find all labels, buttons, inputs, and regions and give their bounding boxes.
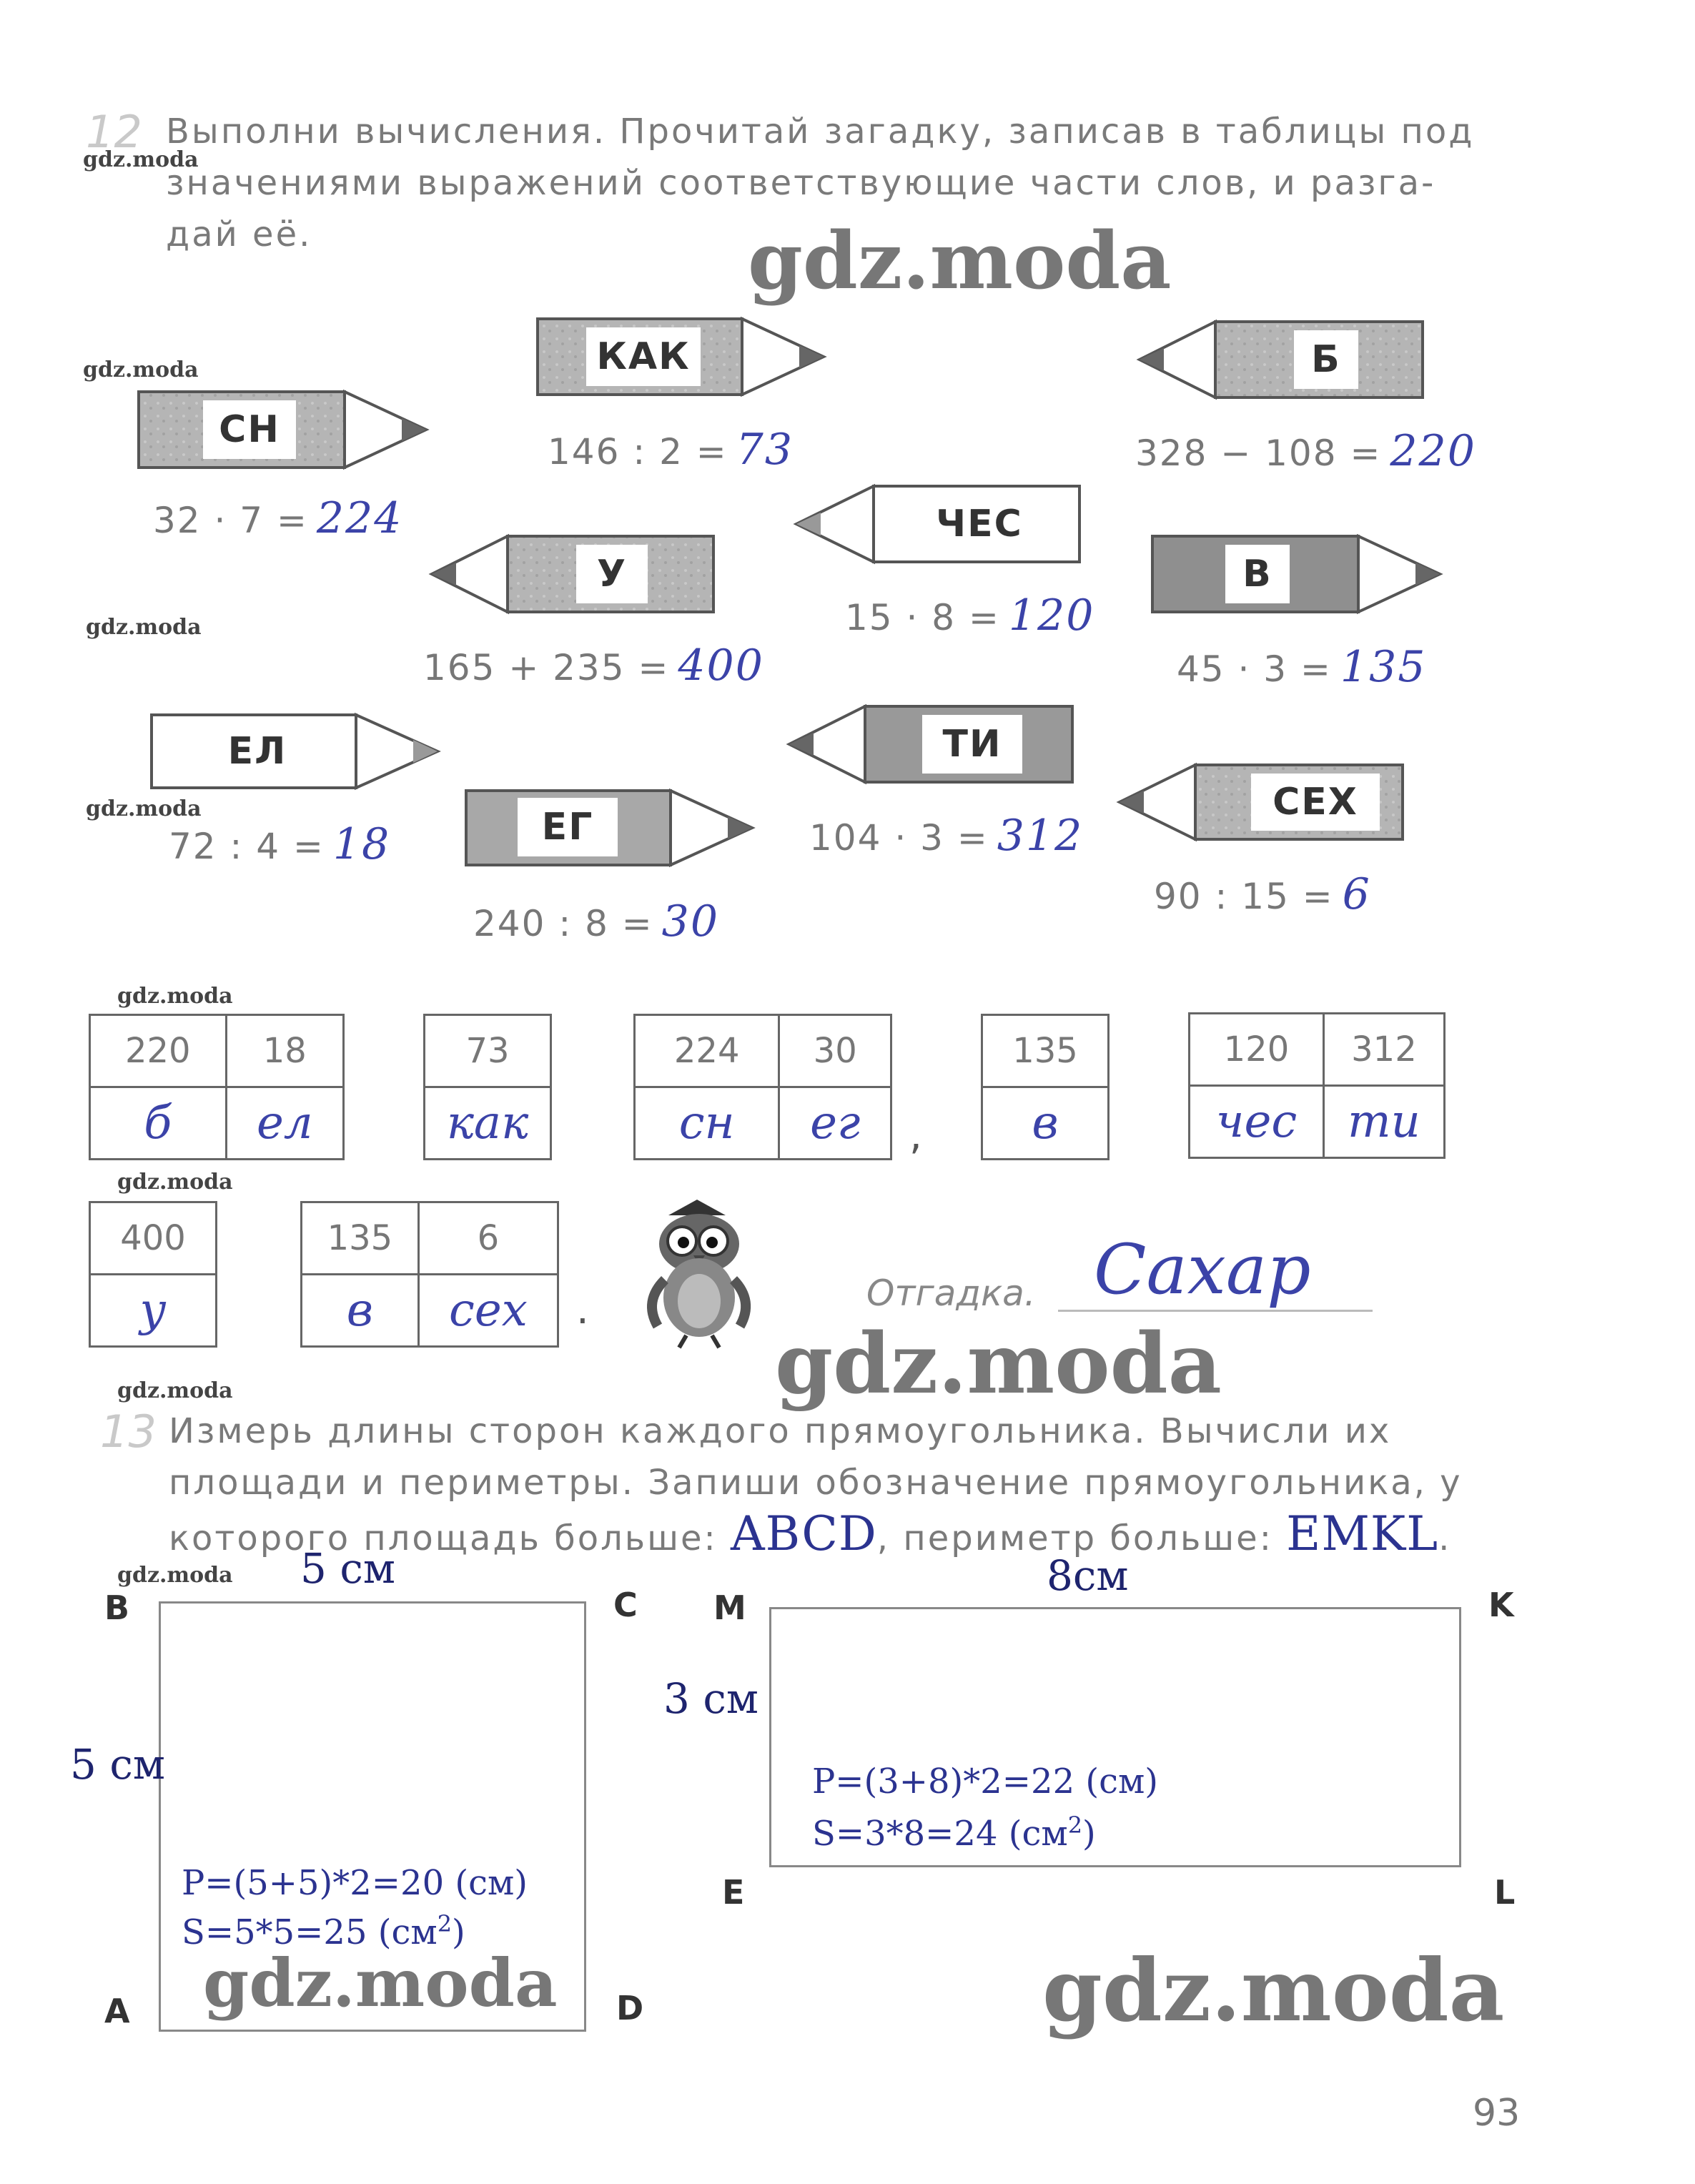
task-12-number: 12 [86,106,142,158]
table-word[interactable]: ег [779,1087,891,1160]
rect1-area-text: S=5*5=25 (см [182,1912,438,1952]
watermark-small-3: gdz.moda [86,615,202,640]
table-number: 135 [982,1015,1109,1087]
rect2-area-end: ) [1082,1814,1096,1854]
expression-el [169,819,390,869]
pencil-word: ТИ [922,715,1022,774]
expression-text: 240 : 8 = [473,903,653,944]
rect2-side-length: 3 см [663,1674,758,1723]
watermark-small-4: gdz.moda [86,796,202,821]
page-number: 93 [1473,2092,1521,2135]
table-word[interactable]: сех [418,1275,558,1347]
watermark-small-7: gdz.moda [117,1378,233,1403]
riddle-underline [1058,1310,1373,1312]
watermark-large-1: gdz.moda [748,214,1172,307]
expression-answer: 6 [1342,869,1371,919]
expression-text: 165 + 235 = [423,647,670,688]
vertex-l: L [1494,1873,1516,1912]
owl-illustration [636,1194,758,1351]
watermark-small-5: gdz.moda [117,984,233,1009]
rect2-area-sup: 2 [1067,1812,1083,1839]
expression-answer: 30 [661,896,720,947]
watermark-small-8: gdz.moda [117,1563,233,1588]
rect1-top-length: 5 см [300,1544,395,1593]
expression-text: 72 : 4 = [169,826,325,867]
vertex-a: A [104,1992,130,2030]
expression-text: 15 · 8 = [845,597,1000,638]
expression-ti [809,811,1083,861]
answer-table-6 [89,1201,217,1348]
task-13-line-3-a: которого площадь больше: [169,1518,718,1558]
table-number: 6 [418,1202,558,1275]
pencil-u [432,536,713,612]
table-number: 224 [635,1015,779,1087]
table-word[interactable]: ел [226,1087,343,1160]
pencil-v [1152,536,1440,612]
expression-answer: 220 [1390,426,1476,476]
watermark-large-2: gdz.moda [775,1315,1222,1413]
answer-table-7 [300,1201,559,1348]
pencil-b [1140,322,1423,397]
pencil-word: ЕГ [518,798,618,856]
riddle-answer: Сахар [1094,1230,1311,1310]
area-answer: ABCD [730,1506,877,1561]
task-13-text [169,1405,1527,1564]
vertex-e: E [722,1873,745,1912]
table-word[interactable]: чес [1190,1086,1324,1158]
table-number: 220 [90,1015,227,1087]
table-word[interactable]: в [982,1087,1109,1160]
table-word[interactable]: как [425,1087,551,1160]
table-word[interactable]: у [90,1275,217,1347]
rect1-side-length: 5 см [70,1740,165,1789]
expression-text: 45 · 3 = [1177,648,1332,690]
watermark-small-2: gdz.moda [83,357,199,382]
table-number: 120 [1190,1014,1324,1086]
vertex-b: B [104,1588,130,1627]
expression-answer: 18 [332,819,391,869]
perimeter-answer: EMKL [1286,1506,1439,1561]
expression-b [1135,426,1476,476]
watermark-small-6: gdz.moda [117,1170,233,1195]
answer-table-3 [633,1014,892,1160]
vertex-c: C [613,1586,638,1624]
table-number: 400 [90,1202,217,1275]
pencil-word: ЕЛ [207,722,307,781]
expression-sn [153,493,402,543]
vertex-d: D [616,1989,644,2027]
table-word[interactable]: б [90,1087,227,1160]
table-word[interactable]: сн [635,1087,779,1160]
rect1-area-sup: 2 [437,1910,453,1937]
task-13-line-1: Измерь длины сторон каждого прямоугольника. Вычисли их [169,1411,1392,1451]
comma: , [909,1112,922,1159]
expression-ches [845,591,1094,641]
table-word[interactable]: ти [1323,1086,1444,1158]
pencil-word: У [576,545,648,603]
expression-eg [473,896,719,947]
answer-table-1 [89,1014,345,1160]
expression-seh [1154,869,1371,919]
expression-text: 328 − 108 = [1135,433,1382,474]
table-number: 30 [779,1015,891,1087]
task-12-line-3: дай её. [166,214,312,255]
expression-answer: 73 [736,425,794,475]
answer-table-4 [981,1014,1110,1160]
expression-answer: 135 [1340,642,1427,692]
pencil-word: Б [1294,330,1358,389]
table-number: 312 [1323,1014,1444,1086]
task-13-line-3-c: . [1438,1518,1452,1558]
table-number: 135 [302,1202,419,1275]
expression-answer: 224 [316,493,403,543]
expression-answer: 312 [997,811,1084,861]
rect2-area-text: S=3*8=24 (см [812,1814,1068,1854]
period: . [576,1287,589,1333]
expression-answer: 400 [678,641,764,691]
watermark-small-1: gdz.moda [83,147,199,172]
expression-answer: 120 [1008,591,1095,641]
table-number: 73 [425,1015,551,1087]
pencil-word: КАК [586,327,701,386]
task-13-number: 13 [100,1405,157,1458]
watermark-large-3: gdz.moda [203,1945,558,2022]
riddle-label: Отгадка. [866,1273,1036,1314]
expression-text: 104 · 3 = [809,817,989,859]
expression-text: 32 · 7 = [153,500,308,541]
expression-v [1177,642,1426,692]
table-number: 18 [226,1015,343,1087]
table-word[interactable]: в [302,1275,419,1347]
rect2-perimeter: P=(3+8)*2=22 (см) [812,1761,1159,1802]
vertex-k: K [1488,1586,1514,1624]
answer-table-5 [1188,1012,1446,1159]
task-13-line-3-b: , периметр больше: [876,1518,1273,1558]
pencil-word: СЕХ [1251,774,1380,831]
answer-table-2 [423,1014,552,1160]
pencil-word: ЧЕС [915,495,1044,553]
pencil-word: В [1225,545,1290,603]
task-12-line-1: Выполни вычисления. Прочитай загадку, записав в таблицы под [166,112,1475,152]
pencil-word: СН [203,400,296,459]
rect2-area [812,1812,1096,1854]
task-13-line-2: площади и периметры. Запиши обозначение прямоугольника, у [169,1463,1463,1503]
expression-text: 90 : 15 = [1154,876,1334,917]
expression-kak [548,425,794,475]
watermark-large-4: gdz.moda [1042,1940,1505,2041]
rect1-area-end: ) [452,1912,465,1952]
task-12-line-2: значениями выражений соответствующие части слов, и разга- [166,163,1436,203]
vertex-m: M [713,1588,746,1627]
expression-text: 146 : 2 = [548,431,728,473]
rect1-perimeter: P=(5+5)*2=20 (см) [182,1863,528,1903]
expression-u [423,641,764,691]
rect2-top-length: 8см [1047,1551,1129,1600]
